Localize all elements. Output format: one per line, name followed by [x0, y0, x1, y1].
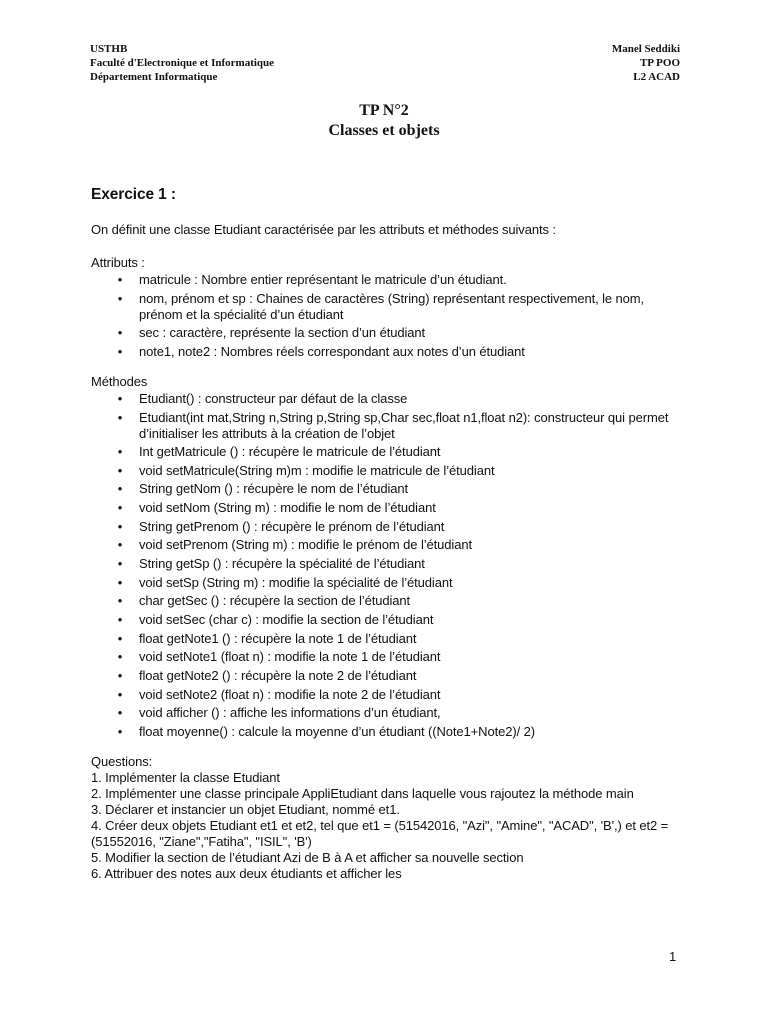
questions-label: Questions:	[91, 753, 153, 769]
method-item: • void setPrenom (String m) : modifie le prénom de l’étudiant	[139, 537, 681, 553]
method-item: • Etudiant(int mat,String n,String p,String sp,Char sec,float n1,float n2): constructeur qui permet d’initialiser les attributs à la création de l’objet	[139, 410, 681, 442]
bullet-icon: •	[117, 611, 123, 627]
bullet-icon: •	[117, 481, 123, 497]
attributes-list	[91, 272, 681, 360]
bullet-icon: •	[117, 630, 123, 646]
method-item: • char getSec () : récupère la section de l’étudiant	[139, 593, 681, 609]
bullet-icon: •	[117, 705, 123, 721]
header-course: TP POO	[639, 57, 680, 69]
document-body	[91, 185, 681, 882]
method-item: • float getNote2 () : récupère la note 2 de l’étudiant	[139, 668, 681, 684]
header-course-info	[612, 42, 680, 84]
method-item: • void setSec (char c) : modifie la section de l’étudiant	[139, 612, 681, 628]
method-item: • float getNote1 () : récupère la note 1 de l’étudiant	[139, 631, 681, 647]
question-item: 6. Attribuer des notes aux deux étudiants et afficher les	[91, 865, 402, 881]
method-item: • void setSp (String m) : modifie la spécialité de l’étudiant	[139, 575, 681, 591]
bullet-icon: •	[117, 272, 123, 287]
bullet-icon: •	[117, 290, 123, 306]
method-item: • String getNom () : récupère le nom de l’étudiant	[139, 481, 681, 497]
attribute-item: • matricule : Nombre entier représentant le matricule d’un étudiant.	[139, 272, 681, 288]
bullet-icon: •	[117, 556, 123, 572]
method-item: • Etudiant() : constructeur par défaut de la classe	[139, 391, 681, 407]
title-subject: Classes et objets	[328, 122, 440, 139]
header-university: USTHB	[90, 43, 128, 55]
method-item: • void setMatricule(String m)m : modifie le matricule de l’étudiant	[139, 463, 681, 479]
method-item: • void setNom (String m) : modifie le nom de l’étudiant	[139, 500, 681, 516]
header-author: Manel Seddiki	[611, 43, 680, 55]
bullet-icon: •	[117, 649, 123, 665]
bullet-icon: •	[117, 325, 123, 341]
bullet-icon: •	[117, 409, 123, 425]
method-item: • float moyenne() : calcule la moyenne d’un étudiant ((Note1+Note2)/ 2)	[139, 724, 681, 740]
header-faculty: Faculté d'Electronique et Informatique	[90, 57, 275, 69]
document-title	[0, 101, 768, 141]
bullet-icon: •	[117, 574, 123, 590]
question-item: 5. Modifier la section de l’étudiant Azi de B à A et afficher sa nouvelle section	[91, 849, 524, 865]
header-institution	[90, 42, 274, 84]
attribute-item: • nom, prénom et sp : Chaines de caractères (String) représentant respectivement, le nom, prénom et la spécialité d’un étudiant	[139, 291, 681, 323]
attribute-item: • note1, note2 : Nombres réels correspondant aux notes d’un étudiant	[139, 344, 681, 360]
question-item: 3. Déclarer et instancier un objet Etudiant, nommé et1.	[91, 801, 400, 817]
bullet-icon: •	[117, 343, 123, 359]
method-item: • String getSp () : récupère la spécialité de l’étudiant	[139, 556, 681, 572]
attribute-item: • sec : caractère, représente la section d’un étudiant	[139, 325, 681, 341]
question-item: 4. Créer deux objets Etudiant et1 et et2, tel que et1 = (51542016, "Azi", "Amine", "ACAD", 'B',) et et2 = (51552016, "Ziane","Fatiha", "ISIL", 'B')	[91, 817, 669, 849]
methods-list	[91, 391, 681, 740]
bullet-icon: •	[117, 462, 123, 478]
methods-label: Méthodes	[91, 373, 148, 389]
question-item: 2. Implémenter une classe principale AppliEtudiant dans laquelle vous rajoutez la méthode main	[91, 785, 634, 801]
bullet-icon: •	[117, 686, 123, 702]
question-item: 1. Implémenter la classe Etudiant	[91, 769, 280, 785]
bullet-icon: •	[117, 593, 123, 609]
bullet-icon: •	[117, 723, 123, 739]
page-number: 1	[669, 949, 677, 964]
bullet-icon: •	[117, 667, 123, 683]
method-item: • void setNote1 (float n) : modifie la note 1 de l’étudiant	[139, 649, 681, 665]
header-level: L2 ACAD	[633, 71, 680, 83]
method-item: • Int getMatricule () : récupère le matricule de l’étudiant	[139, 444, 681, 460]
title-tp-number: TP N°2	[359, 102, 409, 119]
method-item: • void afficher () : affiche les informations d’un étudiant,	[139, 705, 681, 721]
exercise-heading: Exercice 1 :	[91, 186, 176, 203]
bullet-icon: •	[117, 500, 123, 516]
bullet-icon: •	[117, 444, 123, 460]
exercise-intro: On définit une classe Etudiant caractérisée par les attributs et méthodes suivants :	[91, 222, 556, 237]
questions-list	[91, 770, 681, 882]
bullet-icon: •	[117, 390, 123, 406]
attributes-label: Attributs :	[91, 255, 145, 270]
header-department: Département Informatique	[90, 71, 218, 83]
bullet-icon: •	[117, 537, 123, 553]
method-item: • String getPrenom () : récupère le prénom de l’étudiant	[139, 519, 681, 535]
bullet-icon: •	[117, 518, 123, 534]
method-item: • void setNote2 (float n) : modifie la note 2 de l’étudiant	[139, 687, 681, 703]
